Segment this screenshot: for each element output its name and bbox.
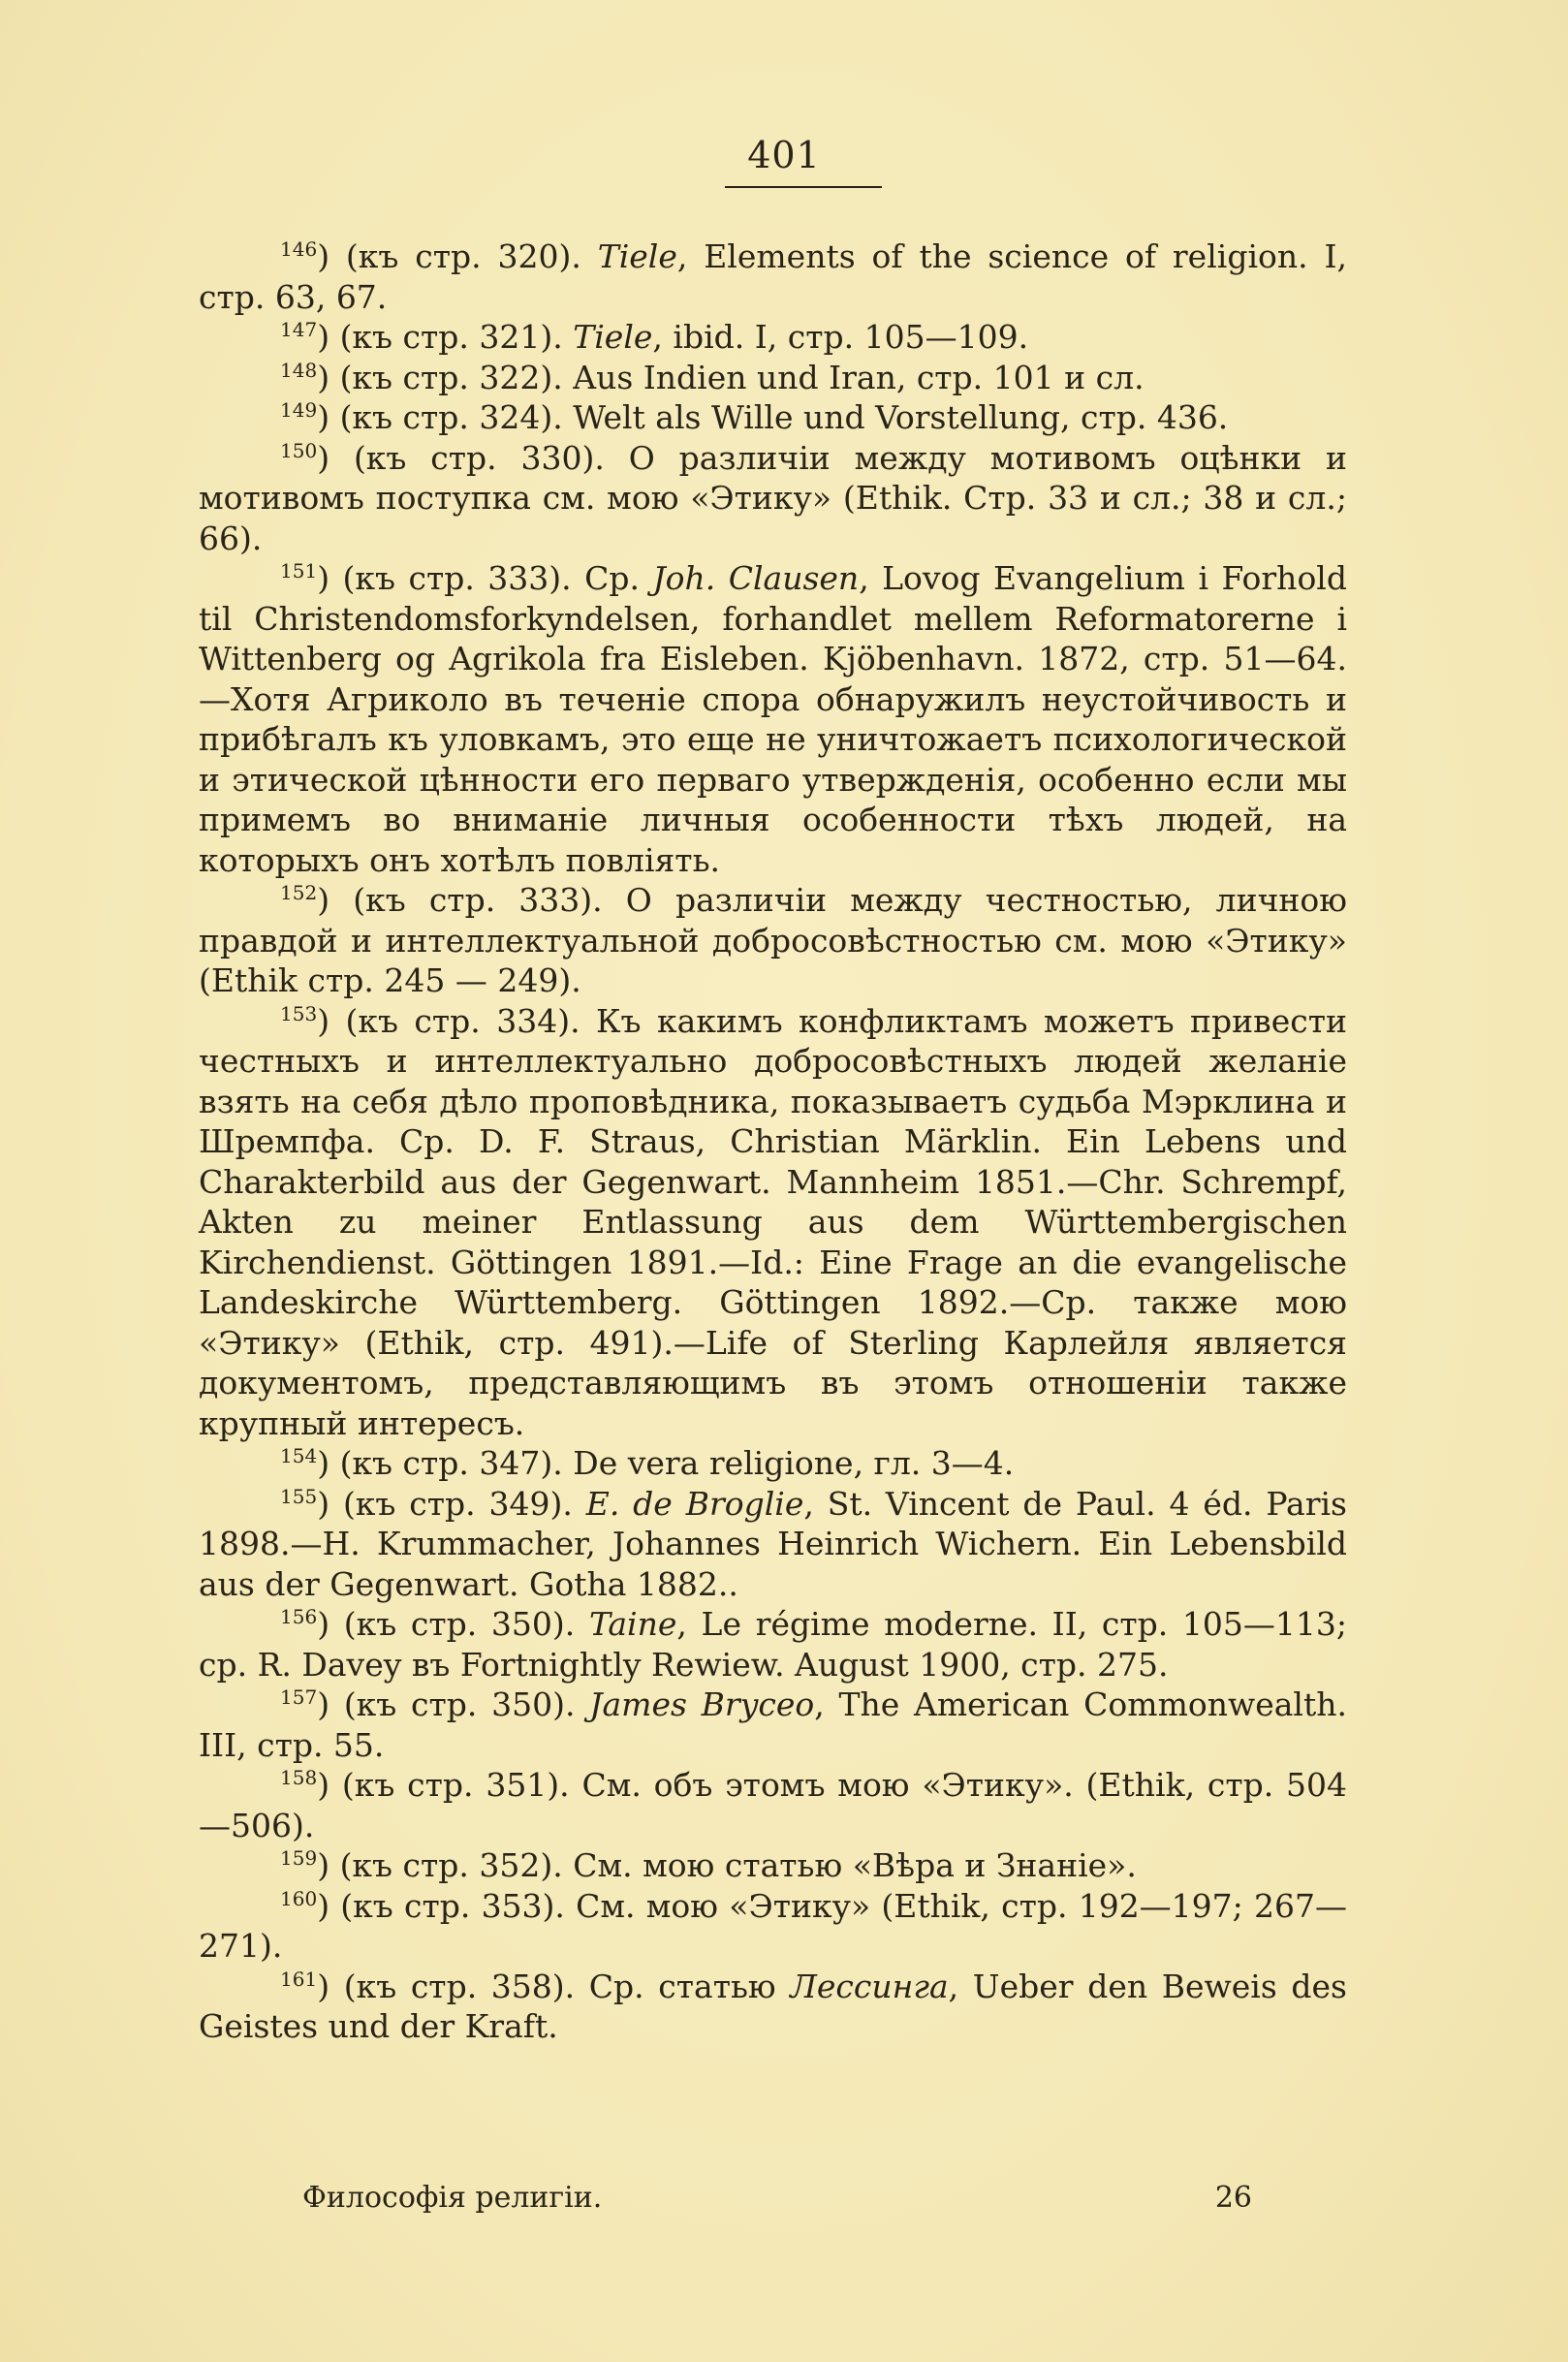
endnote-number: 155 xyxy=(280,1484,318,1508)
endnote-number: 160 xyxy=(280,1886,318,1910)
endnote-text: , Elements of the science of religion. I, стр. 63, 67. xyxy=(199,237,1347,316)
endnote-number: 158 xyxy=(280,1766,318,1789)
endnote: $^{151}$) (къ стр. 333). Ср. Joh. Clausen, Lovog Evangelium i Forhold til Christendomsforkyndelsen, forhandlet mellem Reformatorerne i Wittenberg og Agrikola fra Eisleben. Kjöbenhavn. 1872, стр. 51—64.—Хотя Агриколо въ теченіе спора обнаружилъ неустойчивость и прибѣгалъ къ уловкамъ, это еще не уничтожаетъ психологической и этической цѣнности его перваго утвержденія, особенно если мы примемъ во вниманіе личныя особенности тѣхъ людей, на которыхъ онъ хотѣлъ повліять. xyxy=(199,559,1347,879)
endnote-reference: (къ стр. 350). xyxy=(343,1685,590,1723)
endnote-reference: (къ стр. 333). xyxy=(353,881,626,919)
endnote-text: Aus Indien und Iran, стр. 101 и сл. xyxy=(573,358,1145,396)
endnote-number: 150 xyxy=(280,438,318,462)
endnote: $^{157}$) (къ стр. 350). James Bryceo, The American Commonwealth. III, стр. 55. xyxy=(199,1685,1347,1764)
endnote-text: , St. Vincent de Paul. 4 éd. Paris 1898.—H. Krummacher, Johannes Heinrich Wichern. Ein Lebensbild aus der Gegenwart. Gotha 1882.. xyxy=(199,1484,1347,1603)
endnote-author: Joh. Clausen xyxy=(652,559,860,597)
signature-mark: Философія религіи. xyxy=(302,2181,603,2215)
endnote-reference: (къ стр. 321). xyxy=(339,318,574,356)
page-number: 401 xyxy=(747,134,821,176)
endnote-text: См. объ этомъ мою «Этику». (Ethik, стр. 504—506). xyxy=(199,1766,1347,1844)
endnote: $^{160}$) (къ стр. 353). См. мою «Этику» (Ethik, стр. 192—197; 267—271). xyxy=(199,1886,1347,1965)
endnote-reference: (къ стр. 350). xyxy=(343,1605,589,1643)
endnote-author: Taine xyxy=(588,1605,677,1643)
endnote: $^{148}$) (къ стр. 322). Aus Indien und Iran, стр. 101 и сл. xyxy=(280,358,1145,396)
endnote-text: , Ueber den Beweis des Geistes und der Kraft. xyxy=(199,1967,1347,2045)
endnote-number: 157 xyxy=(280,1685,318,1709)
endnote-number: 153 xyxy=(280,1001,318,1025)
endnote-text: О различіи между честностью, личною правдой и интеллектуальной добросовѣстностью см. мою «Этику» (Ethik стр. 245 — 249). xyxy=(199,881,1347,999)
endnote: $^{150}$) (къ стр. 330). О различіи между мотивомъ оцѣнки и мотивомъ поступка см. мою «Этику» (Ethik. Стр. 33 и сл.; 38 и сл.; 66). xyxy=(199,438,1348,557)
sheet-number: 26 xyxy=(1214,2181,1252,2215)
endnote-reference: (къ стр. 358). Ср. статью xyxy=(343,1967,791,2005)
endnote-text: , The American Commonwealth. III, стр. 55. xyxy=(199,1685,1347,1764)
endnote-reference: (къ стр. 322). xyxy=(339,358,574,396)
endnote-reference: (къ стр. 333). Ср. xyxy=(342,559,653,597)
endnote: $^{147}$) (къ стр. 321). Tiele, ibid. I, стр. 105—109. xyxy=(280,318,1029,356)
endnote-author: James Bryceo xyxy=(589,1685,815,1723)
endnote-text: О различіи между мотивомъ оцѣнки и мотивомъ поступка см. мою «Этику» (Ethik. Стр. 33 и сл.; 38 и сл.; 66). xyxy=(199,438,1348,557)
endnote-author: Лессинга xyxy=(790,1967,949,2005)
endnote-text: , ibid. I, стр. 105—109. xyxy=(652,318,1029,356)
endnote-reference: (къ стр. 347). xyxy=(339,1444,574,1482)
endnote-number: 154 xyxy=(280,1444,318,1467)
endnote-reference: (къ стр. 330). xyxy=(353,438,629,477)
endnote-number: 156 xyxy=(280,1605,318,1628)
endnote-number: 161 xyxy=(280,1967,318,1991)
endnote-reference: (къ стр. 353). xyxy=(340,1886,577,1925)
endnote: $^{146}$) (къ стр. 320). Tiele, Elements of the science of religion. I, стр. 63, 67. xyxy=(199,237,1347,316)
endnote-text: Welt als Wille und Vorstellung, стр. 436. xyxy=(573,398,1229,436)
endnote-text: См. мою «Этику» (Ethik, стр. 192—197; 267—271). xyxy=(199,1886,1347,1965)
endnote-reference: (къ стр. 351). xyxy=(341,1766,582,1804)
endnote: $^{155}$) (къ стр. 349). E. de Broglie, St. Vincent de Paul. 4 éd. Paris 1898.—H. Krummacher, Johannes Heinrich Wichern. Ein Lebensbild aus der Gegenwart. Gotha 1882.. xyxy=(199,1484,1347,1603)
endnote-author: Tiele xyxy=(573,318,653,356)
endnote: $^{154}$) (къ стр. 347). De vera religione, гл. 3—4. xyxy=(280,1444,1015,1482)
endnote-author: Tiele xyxy=(597,237,677,275)
endnote-reference: (къ стр. 352). xyxy=(339,1846,574,1884)
endnotes xyxy=(199,236,1347,2047)
endnote: $^{161}$) (къ стр. 358). Ср. статью Лессинга, Ueber den Beweis des Geistes und der Kraft. xyxy=(199,1967,1347,2045)
endnote: $^{149}$) (къ стр. 324). Welt als Wille und Vorstellung, стр. 436. xyxy=(280,398,1229,436)
endnote-text: См. мою статью «Вѣра и Знаніе». xyxy=(573,1846,1137,1884)
page-number-rule xyxy=(725,186,882,188)
endnote-text: , Lovog Evangelium i Forhold til Christendomsforkyndelsen, forhandlet mellem Reformatorerne i Wittenberg og Agrikola fra Eisleben. Kjöbenhavn. 1872, стр. 51—64.—Хотя Агриколо въ теченіе спора обнаружилъ неустойчивость и прибѣгалъ къ уловкамъ, это еще не уничтожаетъ психологической и этической цѣнности его перваго утвержденія, особенно если мы примемъ во вниманіе личныя особенности тѣхъ людей, на которыхъ онъ хотѣлъ повліять. xyxy=(199,559,1347,879)
endnote-number: 151 xyxy=(280,559,318,583)
endnote-number: 148 xyxy=(280,358,318,382)
endnote-reference: (къ стр. 324). xyxy=(339,398,574,436)
endnote-text: , Le régime moderne. II, стр. 105—113; ср. R. Davey въ Fortnightly Rewiew. August 1900, стр. 275. xyxy=(199,1605,1347,1684)
endnote-text: Къ какимъ конфликтамъ можетъ привести честныхъ и интеллектуально добросовѣстныхъ людей желаніе взять на себя дѣло проповѣдника, показываетъ судьба Мэрклина и Шремпфа. Ср. D. F. Straus, Christian Märklin. Ein Lebens und Charakterbild aus der Gegenwart. Mannheim 1851.—Chr. Schrempf, Akten zu meiner Entlassung aus dem Württembergischen Kirchendienst. Göttingen 1891.—Id.: Eine Frage an die evangelische Landeskirche Württemberg. Göttingen 1892.—Ср. также мою «Этику» (Ethik, стр. 491).—Life of Sterling Карлейля является документомъ, представляющимъ въ этомъ отношеніи также крупный интересъ. xyxy=(199,1001,1347,1442)
endnote: $^{152}$) (къ стр. 333). О различіи между честностью, личною правдой и интеллектуальной добросовѣстностью см. мою «Этику» (Ethik стр. 245 — 249). xyxy=(199,881,1347,999)
endnote-number: 152 xyxy=(280,881,318,904)
endnote: $^{153}$) (къ стр. 334). Къ какимъ конфликтамъ можетъ привести честныхъ и интеллектуально добросовѣстныхъ людей желаніе взять на себя дѣло проповѣдника, показываетъ судьба Мэрклина и Шремпфа. Ср. D. F. Straus, Christian Märklin. Ein Lebens und Charakterbild aus der Gegenwart. Mannheim 1851.—Chr. Schrempf, Akten zu meiner Entlassung aus dem Württembergischen Kirchendienst. Göttingen 1891.—Id.: Eine Frage an die evangelische Landeskirche Württemberg. Göttingen 1892.—Ср. также мою «Этику» (Ethik, стр. 491).—Life of Sterling Карлейля является документомъ, представляющимъ въ этомъ отношеніи также крупный интересъ. xyxy=(199,1001,1347,1442)
endnote-text: De vera religione, гл. 3—4. xyxy=(573,1444,1015,1482)
endnote-reference: (къ стр. 320). xyxy=(345,237,598,275)
endnote-reference: (къ стр. 349). xyxy=(342,1484,586,1523)
endnote-number: 149 xyxy=(280,398,318,422)
endnote-number: 147 xyxy=(280,318,318,341)
endnote-number: 159 xyxy=(280,1846,318,1870)
endnote-number: 146 xyxy=(280,237,318,261)
endnote-reference: (къ стр. 334). xyxy=(345,1001,597,1040)
endnote: $^{159}$) (къ стр. 352). См. мою статью «Вѣра и Знаніе». xyxy=(280,1846,1137,1884)
endnote: $^{158}$) (къ стр. 351). См. объ этомъ мою «Этику». (Ethik, стр. 504—506). xyxy=(199,1766,1347,1844)
endnote: $^{156}$) (къ стр. 350). Taine, Le régime moderne. II, стр. 105—113; ср. R. Davey въ Fortnightly Rewiew. August 1900, стр. 275. xyxy=(199,1605,1347,1684)
endnote-author: E. de Broglie xyxy=(585,1484,804,1523)
